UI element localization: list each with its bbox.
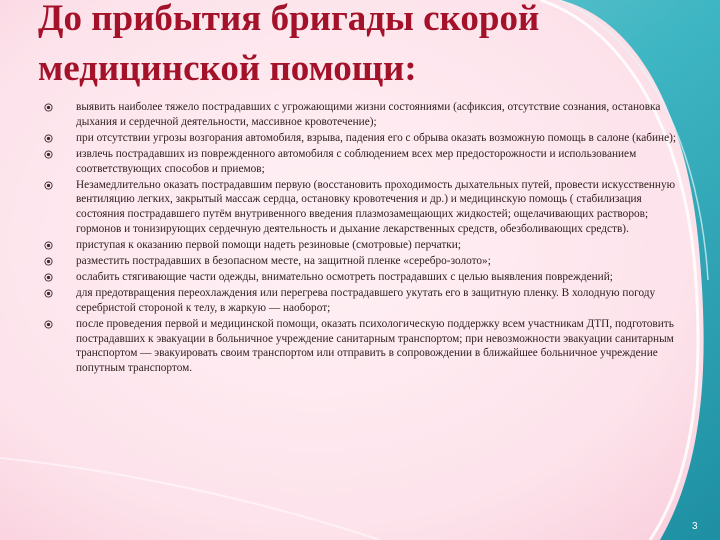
bullet-icon [44,257,53,266]
bullet-icon [44,103,53,112]
list-item-text: после проведения первой и медицинской помощи, оказать психологическую поддержку всем участникам ДТП, подготовить пострадавших к эвакуации в больничное учреждение санитарным транспортом; при невозможности эвакуации санитарным транспортом — эвакуировать своим транспортом или отправить в сопровождении в ближайшее больничное учреждение попутным транспортом. [76,318,674,374]
list-item [40,178,690,236]
list-item [40,147,690,176]
list-item-text: приступая к оказанию первой помощи надеть резиновые (смотровые) перчатки; [76,238,461,251]
list-item-text: при отсутствии угрозы возгорания автомобиля, взрыва, падения его с обрыва оказать возможную помощь в салоне (кабине); [76,131,676,144]
list-item-text: Незамедлительно оказать пострадавшим первую (восстановить проходимость дыхательных путей, провести искусственную вентиляцию легких, закрытый массаж сердца, остановку кровотечения и др.) и медицинскую помощь ( стабилизация состояния пострадавшего путём внутривенного введения плазмозамещающих жидкостей; ощелачивающих растворов; гормонов и тонизирующих сердечную деятельность и дыхание лекарственных средств, обезболивающих средств). [76,178,676,235]
bullet-icon [44,150,53,159]
list-item-text: ослабить стягивающие части одежды, внимательно осмотреть пострадавших с целью выявления повреждений; [76,271,613,284]
bullet-icon [44,320,53,329]
title-line-1: До прибытия бригады скорой [38,0,540,39]
list-item-text: разместить пострадавших в безопасном месте, на защитной пленке «серебро-золото»; [76,254,491,267]
list-item [40,254,690,269]
list-item-text: извлечь пострадавших из поврежденного автомобиля с соблюдением всех мер предосторожности и использованием соответствующих способов и приемов; [76,147,637,175]
list-item [40,131,690,146]
list-item-text: выявить наиболее тяжело пострадавших с угрожающими жизни состояниями (асфиксия, отсутствие сознания, остановка дыхания и сердечной деятельности, массивное кровотечение); [76,101,661,128]
page-number: 3 [692,521,698,532]
bullet-icon [44,134,53,143]
bullet-list [40,100,690,377]
bullet-icon [44,289,53,298]
bullet-icon [44,241,53,250]
page-title [38,0,678,94]
list-item-text: для предотвращения переохлаждения или перегрева пострадавшего укутать его в защитную пленку. В холодную погоду серебристой стороной к телу, в жаркую — наоборот; [76,287,656,314]
bullet-icon [44,273,53,282]
list-item [40,317,690,375]
bullet-icon [44,181,53,190]
title-line-2: медицинской помощи: [38,48,417,89]
list-item [40,238,690,253]
list-item [40,286,690,315]
list-item [40,100,690,129]
list-item [40,270,690,285]
